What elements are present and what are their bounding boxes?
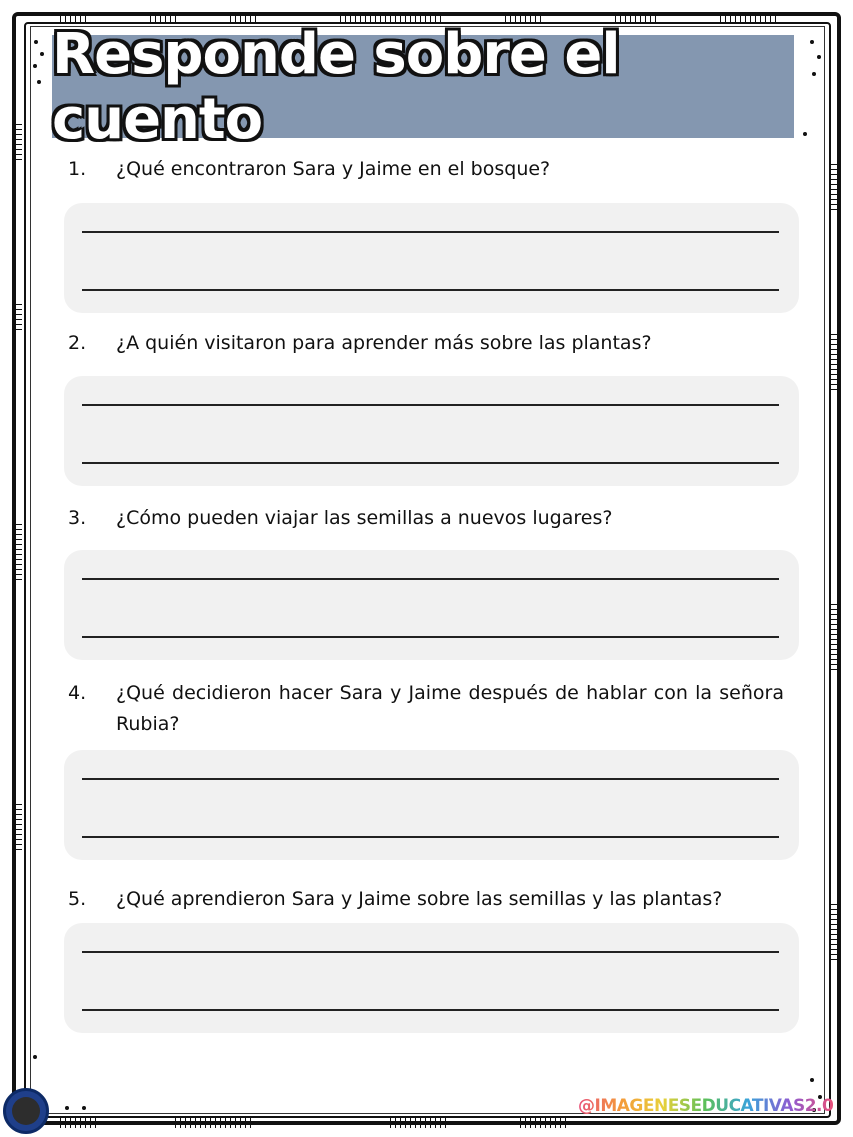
border-hatch bbox=[615, 12, 660, 22]
question-number: 1. bbox=[68, 158, 87, 180]
border-hatch bbox=[12, 800, 22, 850]
border-hatch bbox=[12, 120, 22, 160]
border-dot bbox=[810, 1078, 814, 1082]
border-dot bbox=[65, 1106, 69, 1110]
answer-line bbox=[82, 778, 779, 780]
question-text: ¿A quién visitaron para aprender más sobre las plantas? bbox=[116, 332, 652, 354]
border-hatch bbox=[175, 1118, 255, 1128]
border-hatch bbox=[831, 330, 841, 390]
question-text: ¿Qué decidieron hacer Sara y Jaime después de hablar con la señora Rubia? bbox=[116, 682, 784, 735]
question-5 bbox=[68, 884, 784, 915]
border-hatch bbox=[60, 1118, 100, 1128]
border-hatch bbox=[390, 1118, 450, 1128]
logo-inner bbox=[12, 1097, 40, 1125]
question-number: 2. bbox=[68, 332, 87, 354]
border-hatch bbox=[230, 12, 258, 22]
border-dot bbox=[37, 80, 41, 84]
border-dot bbox=[33, 1055, 37, 1059]
answer-line bbox=[82, 578, 779, 580]
question-4 bbox=[68, 678, 784, 740]
border-dot bbox=[817, 55, 821, 59]
answer-box-4[interactable] bbox=[64, 750, 799, 860]
answer-line bbox=[82, 289, 779, 291]
question-1 bbox=[68, 154, 784, 185]
border-dot bbox=[82, 1106, 86, 1110]
border-hatch bbox=[831, 600, 841, 670]
answer-line bbox=[82, 836, 779, 838]
border-hatch bbox=[60, 12, 90, 22]
border-hatch bbox=[12, 520, 22, 580]
title-banner bbox=[52, 21, 794, 152]
answer-box-5[interactable] bbox=[64, 923, 799, 1033]
border-hatch bbox=[520, 1118, 570, 1128]
border-dot bbox=[803, 132, 807, 136]
border-hatch bbox=[505, 12, 545, 22]
answer-line bbox=[82, 1009, 779, 1011]
answer-line bbox=[82, 951, 779, 953]
question-text: ¿Cómo pueden viajar las semillas a nuevos lugares? bbox=[116, 507, 613, 529]
answer-box-3[interactable] bbox=[64, 550, 799, 660]
border-dot bbox=[40, 52, 44, 56]
question-number: 5. bbox=[68, 888, 87, 910]
answer-box-1[interactable] bbox=[64, 203, 799, 313]
border-hatch bbox=[12, 300, 22, 330]
border-dot bbox=[812, 72, 816, 76]
question-2 bbox=[68, 328, 784, 359]
border-dot bbox=[34, 40, 38, 44]
page-title: Responde sobre el cuento bbox=[52, 21, 620, 152]
border-hatch bbox=[831, 160, 841, 210]
border-hatch bbox=[340, 12, 445, 22]
answer-line bbox=[82, 404, 779, 406]
answer-line bbox=[82, 462, 779, 464]
answer-box-2[interactable] bbox=[64, 376, 799, 486]
answer-line bbox=[82, 636, 779, 638]
question-text: ¿Qué encontraron Sara y Jaime en el bosque? bbox=[116, 158, 551, 180]
question-number: 4. bbox=[68, 682, 87, 704]
border-dot bbox=[33, 64, 37, 68]
border-dot bbox=[810, 40, 814, 44]
question-3 bbox=[68, 503, 784, 534]
question-number: 3. bbox=[68, 507, 87, 529]
border-hatch bbox=[831, 900, 841, 960]
publisher-logo-icon bbox=[3, 1088, 49, 1134]
border-hatch bbox=[720, 12, 780, 22]
brand-watermark: @IMAGENESEDUCATIVAS2.0 bbox=[578, 1096, 834, 1116]
answer-line bbox=[82, 231, 779, 233]
border-hatch bbox=[150, 12, 180, 22]
question-text: ¿Qué aprendieron Sara y Jaime sobre las semillas y las plantas? bbox=[116, 888, 723, 910]
